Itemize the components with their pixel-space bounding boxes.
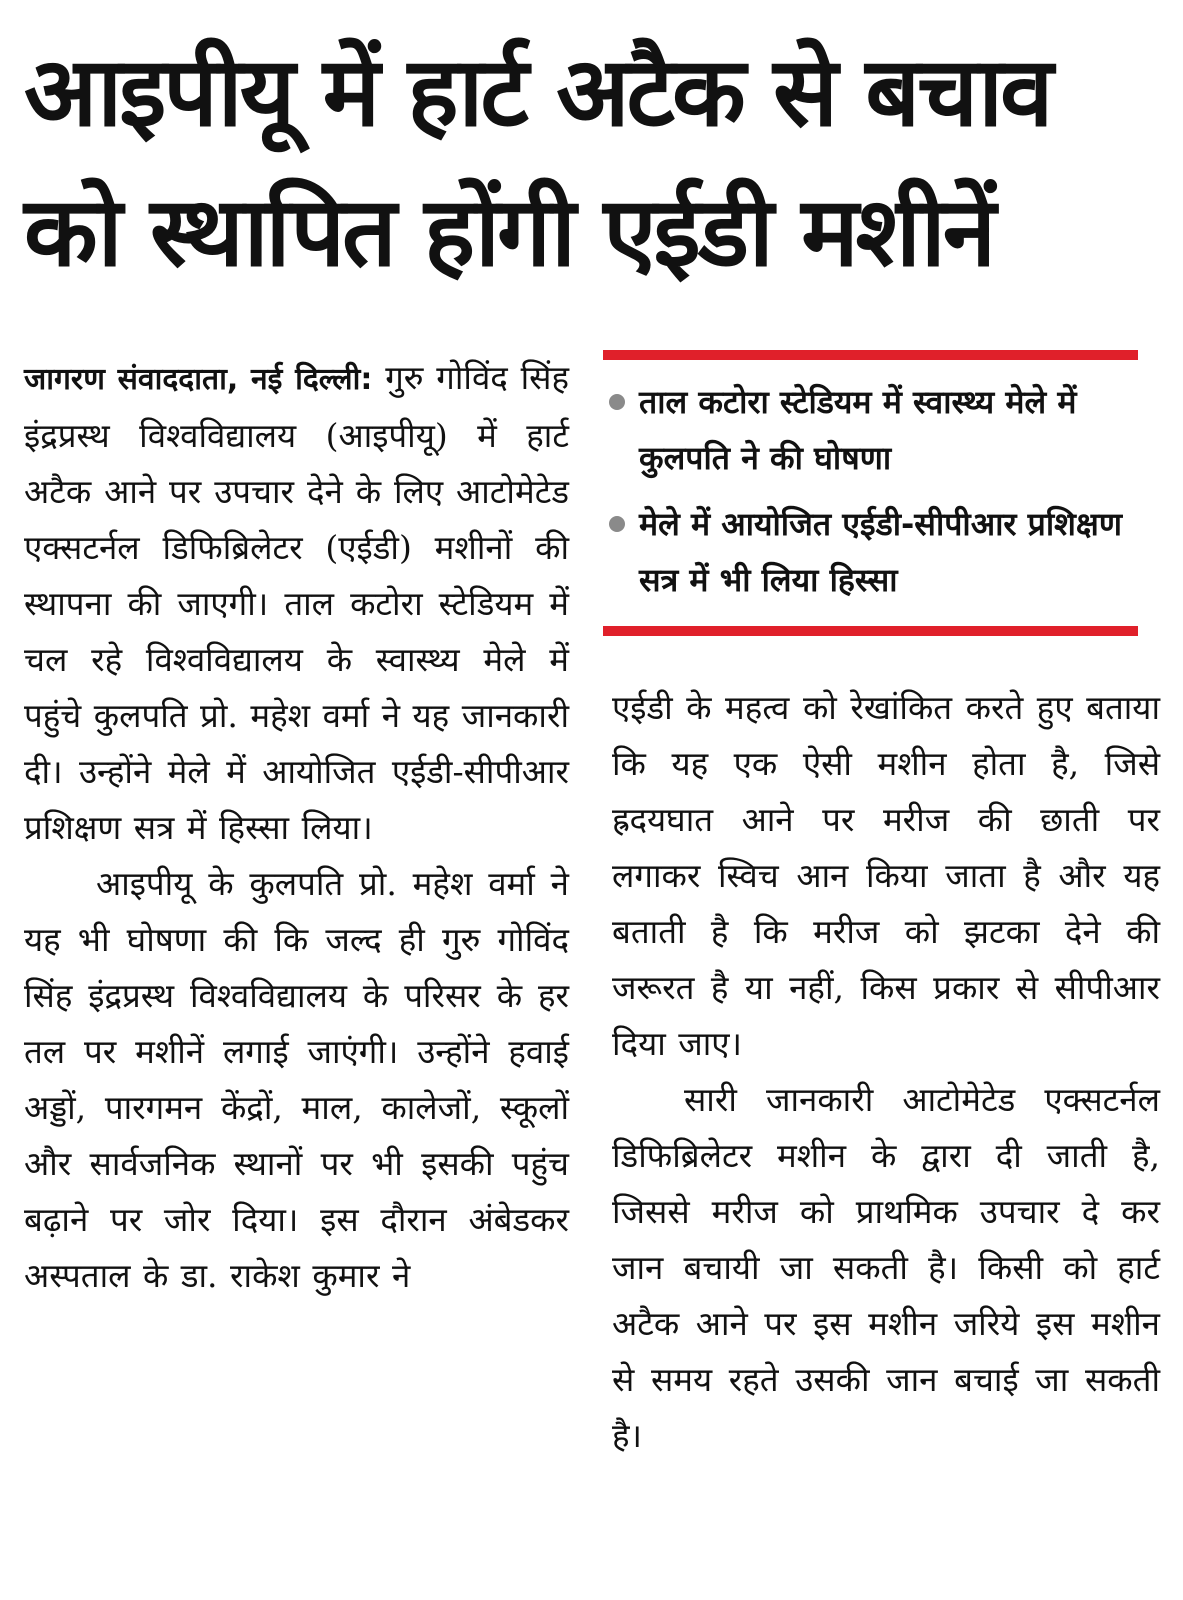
article-column-left — [24, 350, 569, 1304]
article-paragraph-2: आइपीयू के कुलपति प्रो. महेश वर्मा ने यह भी घोषणा की कि जल्द ही गुरु गोविंद सिंह इंद्रप्रस्थ विश्वविद्यालय के परिसर के हर तल पर मशीनें लगाई जाएंगी। उन्होंने हवाई अड्डों, पारगमन केंद्रों, माल, कालेजों, स्कूलों और सार्वजनिक स्थानों पर भी इसकी पहुंच बढ़ाने पर जोर दिया। इस दौरान अंबेडकर अस्पताल के डा. राकेश कुमार ने — [24, 864, 569, 1295]
headline-line-2: को स्थापित होंगी एईडी मशीनें — [24, 176, 994, 288]
article-column-right — [612, 680, 1160, 1464]
highlights-top-rule — [603, 350, 1138, 360]
highlights-bottom-rule — [603, 626, 1138, 636]
article-paragraph-1 — [24, 350, 569, 856]
dateline: जागरण संवाददाता, नई दिल्ली: — [24, 362, 373, 397]
article-paragraph-3: एईडी के महत्व को रेखांकित करते हुए बताया कि यह एक ऐसी मशीन होता है, जिसे ह्रदयघात आने पर मरीज की छाती पर लगाकर स्विच आन किया जाता है और यह बताती है कि मरीज को झटका देने की जरूरत है या नहीं, किस प्रकार से सीपीआर दिया जाए। — [612, 688, 1160, 1063]
bullet-icon — [609, 516, 625, 532]
highlight-text: ताल कटोरा स्टेडियम में स्वास्थ्य मेले में कुलपति ने की घोषणा — [639, 383, 1077, 477]
bullet-icon — [609, 394, 625, 410]
highlight-item — [603, 496, 1138, 608]
highlight-text: मेले में आयोजित एईडी-सीपीआर प्रशिक्षण सत्र में भी लिया हिस्सा — [639, 505, 1122, 599]
headline-line-1: आइपीयू में हार्ट अटैक से बचाव — [24, 36, 1051, 148]
paragraph-1-body: गुरु गोविंद सिंह इंद्रप्रस्थ विश्वविद्यालय (आइपीयू) में हार्ट अटैक आने पर उपचार देने के लिए आटोमेटेड एक्सटर्नल डिफिब्रिलेटर (एईडी) मशीनों की स्थापना की जाएगी। ताल कटोरा स्टेडियम में चल रहे विश्वविद्यालय के स्वास्थ्य मेले में पहुंचे कुलपति प्रो. महेश वर्मा ने यह जानकारी दी। उन्होंने मेले में आयोजित एईडी-सीपीआर प्रशिक्षण सत्र में हिस्सा लिया। — [24, 358, 569, 847]
headline — [24, 22, 1164, 302]
highlight-item — [603, 374, 1138, 486]
highlights-box — [603, 350, 1138, 636]
article-paragraph-4: सारी जानकारी आटोमेटेड एक्सटर्नल डिफिब्रिलेटर मशीन के द्वारा दी जाती है, जिससे मरीज को प्राथमिक उपचार दे कर जान बचायी जा सकती है। किसी को हार्ट अटैक आने पर इस मशीन जरिये इस मशीन से समय रहते उसकी जान बचाई जा सकती है। — [612, 1080, 1160, 1455]
highlights-list — [603, 374, 1138, 608]
